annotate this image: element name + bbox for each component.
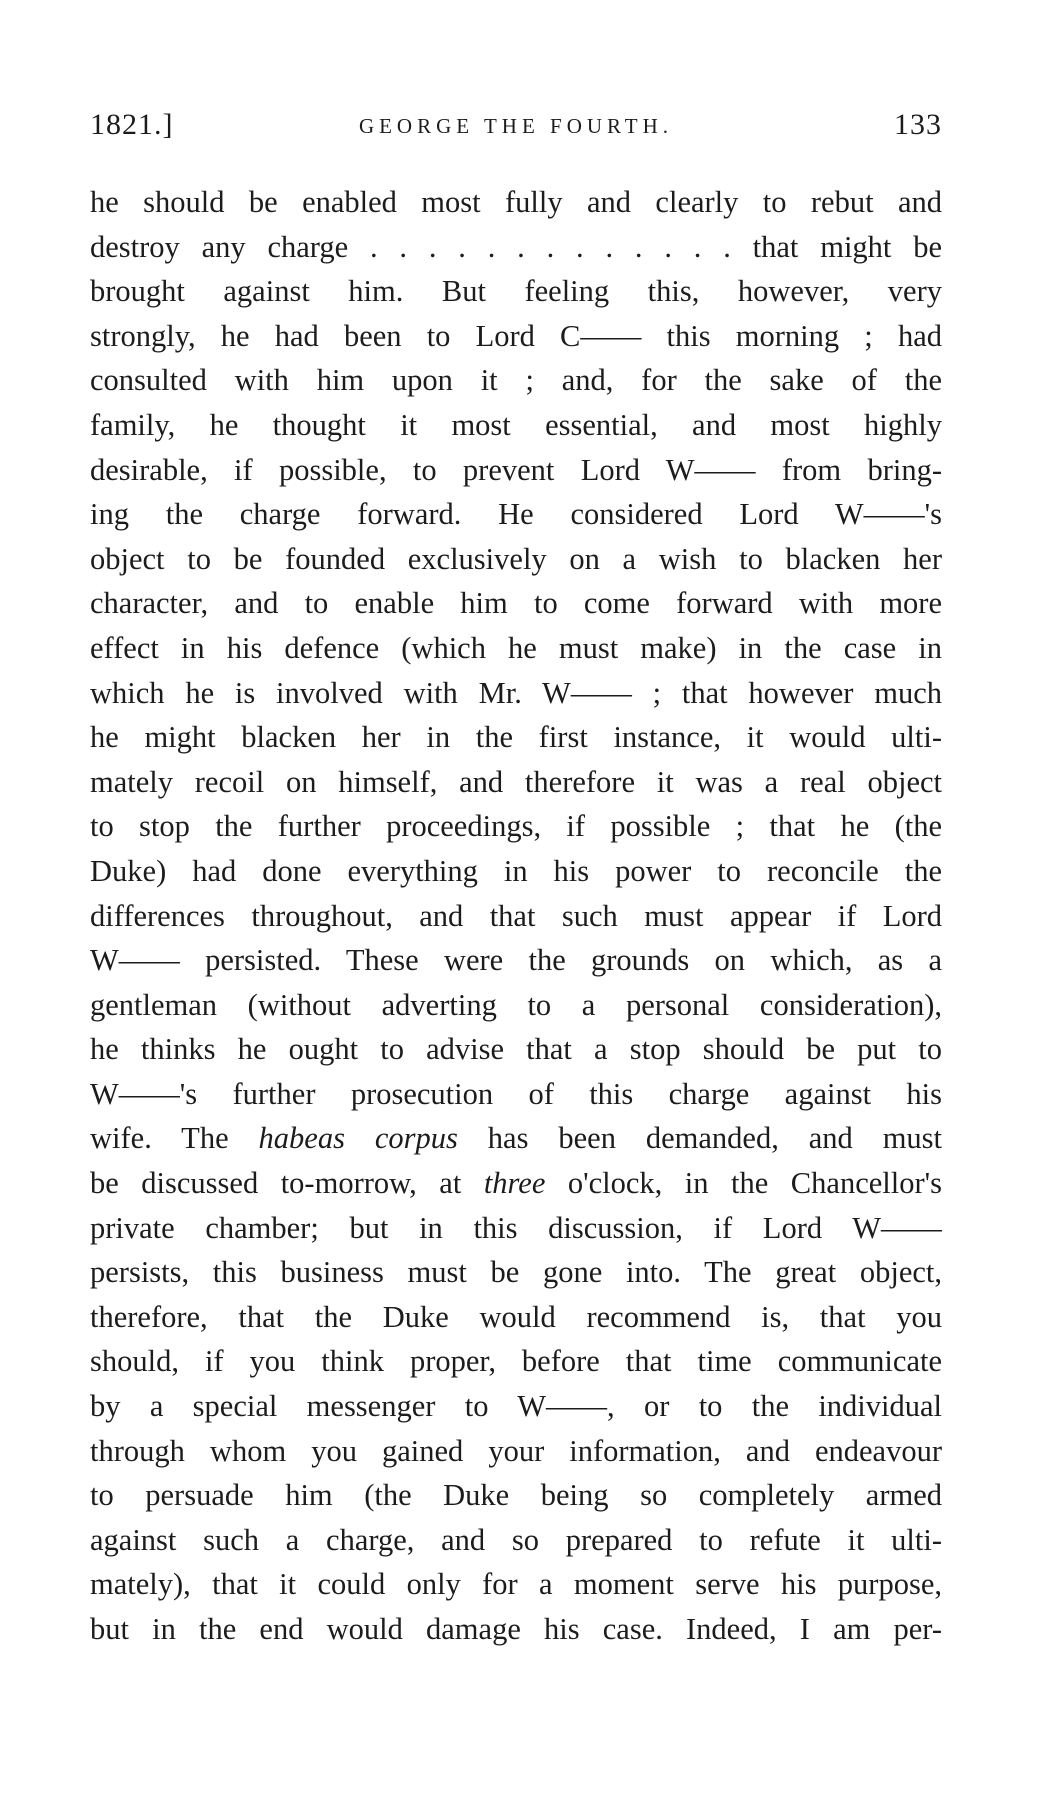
text-segment: character, and to enable him to come forward with more [90,586,942,621]
text-line [90,314,942,359]
text-line [90,804,942,849]
text-line [90,225,942,270]
text-line [90,894,942,939]
text-segment: has been demanded, and must [457,1121,942,1156]
text-segment: effect in his defence (which he must make) in the case in [90,630,942,665]
text-line [90,1072,942,1117]
text-line [90,1295,942,1340]
text-segment: private chamber; but in this discussion, if Lord W—— [90,1210,942,1245]
text-line [90,760,942,805]
text-line [90,1250,942,1295]
text-segment: to stop the further proceedings, if possible ; that he (the [90,809,942,844]
text-segment: persists, this business must be gone into. The great object, [90,1255,942,1290]
text-segment: consulted with him upon it ; and, for the sake of the [90,363,942,398]
italic-text: three [483,1166,546,1201]
page-number: 133 [894,108,942,141]
text-segment: wife. The [90,1121,259,1156]
text-line [90,626,942,671]
text-line [90,1027,942,1072]
text-line [90,1161,942,1206]
text-segment: destroy any charge . . . . . . . . . . . . . that might be [90,229,942,264]
text-line [90,1562,942,1607]
body-text [90,180,942,1652]
text-segment: ing the charge forward. He considered Lord W——'s [90,497,942,532]
text-segment: family, he thought it most essential, and most highly [90,407,942,442]
text-line [90,1339,942,1384]
text-line [90,1116,942,1161]
text-segment: he might blacken her in the first instance, it would ulti- [90,720,942,755]
running-title: GEORGE THE FOURTH. [358,114,674,138]
running-header [90,108,942,152]
text-line [90,715,942,760]
text-segment: therefore, that the Duke would recommend is, that you [90,1299,942,1334]
text-line [90,938,942,983]
text-segment: W——'s further prosecution of this charge against his [90,1076,942,1111]
text-segment: W—— persisted. These were the grounds on which, as a [90,943,942,978]
text-line [90,492,942,537]
text-segment: gentleman (without adverting to a personal consideration), [90,987,942,1022]
text-segment: differences throughout, and that such must appear if Lord [90,898,942,933]
text-line [90,1607,942,1652]
italic-text: habeas corpus [258,1121,458,1156]
text-line [90,1206,942,1251]
header-year: 1821.] [90,108,174,141]
text-line [90,671,942,716]
text-line [90,180,942,225]
text-segment: o'clock, in the Chancellor's [545,1166,942,1201]
text-segment: which he is involved with Mr. W—— ; that however much [90,675,942,710]
text-line [90,358,942,403]
text-line [90,1518,942,1563]
text-segment: desirable, if possible, to prevent Lord W—— from bring- [90,452,942,487]
text-segment: he should be enabled most fully and clearly to rebut and [90,185,942,219]
text-segment: through whom you gained your information, and endeavour [90,1433,942,1468]
text-segment: strongly, he had been to Lord C—— this morning ; had [90,318,942,353]
text-line [90,849,942,894]
text-line [90,581,942,626]
text-segment: should, if you think proper, before that time communicate [90,1344,942,1379]
text-segment: object to be founded exclusively on a wish to blacken her [90,541,942,576]
text-line [90,1384,942,1429]
text-segment: Duke) had done everything in his power to reconcile the [90,853,942,888]
text-line [90,448,942,493]
text-line [90,269,942,314]
text-segment: to persuade him (the Duke being so completely armed [90,1478,942,1513]
text-segment: but in the end would damage his case. Indeed, I am per- [90,1612,942,1646]
text-segment: he thinks he ought to advise that a stop should be put to [90,1032,942,1067]
text-segment: by a special messenger to W——, or to the individual [90,1389,942,1424]
text-line [90,1429,942,1474]
text-segment: mately), that it could only for a moment serve his purpose, [90,1567,942,1602]
text-segment: be discussed to-morrow, at [90,1166,484,1201]
text-line [90,1473,942,1518]
text-line [90,983,942,1028]
text-segment: brought against him. But feeling this, however, very [90,274,942,309]
text-segment: against such a charge, and so prepared to refute it ulti- [90,1522,942,1557]
text-line [90,537,942,582]
text-line [90,403,942,448]
text-segment: mately recoil on himself, and therefore it was a real object [90,764,942,799]
